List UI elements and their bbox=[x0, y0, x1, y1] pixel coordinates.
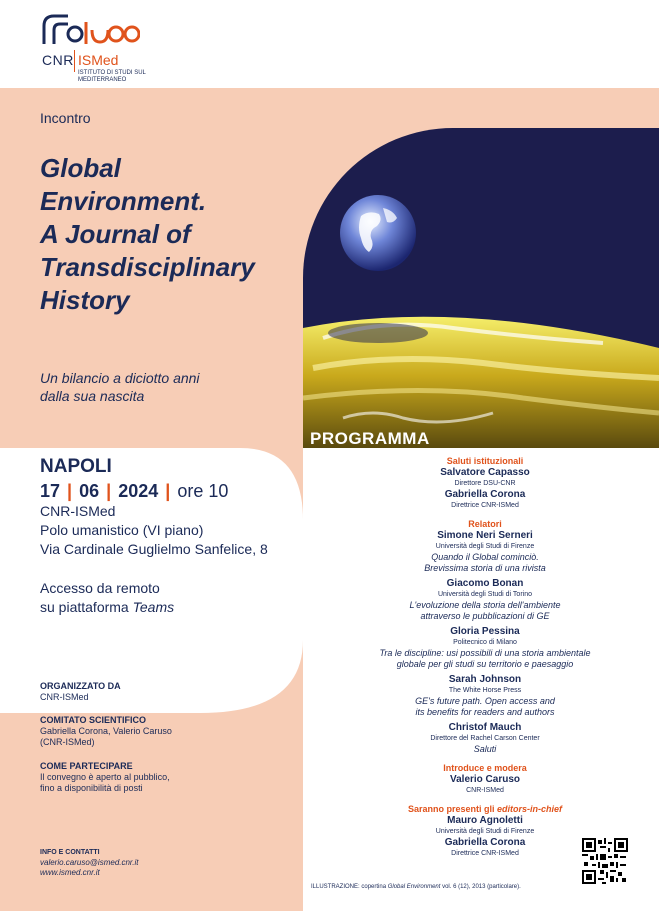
saluti-heading: Saluti istituzionali bbox=[446, 456, 524, 466]
speaker-name: Salvatore Capasso bbox=[440, 467, 530, 478]
venue-line: CNR-ISMed bbox=[40, 503, 116, 519]
talk-title: Quando il Global cominciò. bbox=[431, 552, 539, 562]
talk-title: Brevissima storia di una rivista bbox=[424, 563, 546, 573]
event-kind: Incontro bbox=[40, 110, 91, 126]
date-year: 2024 bbox=[118, 481, 159, 501]
venue-line: Via Cardinale Guglielmo Sanfelice, 8 bbox=[40, 541, 268, 557]
speaker-name: Mauro Agnoletti bbox=[447, 815, 523, 826]
organized-by bbox=[40, 681, 280, 703]
talk-title: attraverso le pubblicazioni di GE bbox=[420, 611, 550, 621]
date-separator: | bbox=[106, 481, 112, 501]
qr-code-icon[interactable] bbox=[582, 838, 628, 884]
illus-title: Global Environment bbox=[387, 884, 441, 890]
speaker-affiliation: The White Horse Press bbox=[448, 687, 522, 694]
modera-heading: Introduce e modera bbox=[443, 763, 527, 773]
speaker-affiliation: CNR-ISMed bbox=[466, 787, 504, 794]
editors-heading bbox=[340, 804, 630, 815]
illus-label: ILLUSTRAZIONE: bbox=[311, 884, 360, 890]
header bbox=[0, 0, 659, 88]
participate-value: fino a disponibilità di posti bbox=[40, 783, 143, 793]
title-line: Transdisciplinary bbox=[40, 252, 255, 282]
contacts bbox=[40, 848, 280, 878]
event-venue bbox=[40, 502, 268, 559]
remote-line-prefix: su piattaforma bbox=[40, 599, 129, 615]
talk-title: Tra le discipline: usi possibili di una storia ambientale bbox=[379, 648, 591, 658]
title-line: A Journal of bbox=[40, 219, 191, 249]
speaker-affiliation: Università degli Studi di Torino bbox=[437, 591, 533, 598]
talk-title: its benefits for readers and authors bbox=[415, 707, 555, 717]
editors-heading-em: editors-in-chief bbox=[497, 804, 563, 814]
talk-title: L'evoluzione della storia dell'ambiente bbox=[409, 600, 561, 610]
event-subtitle bbox=[40, 369, 260, 405]
illustration-credit bbox=[311, 884, 521, 890]
illus-post: vol. 6 (12), 2013 (particolare). bbox=[442, 884, 521, 890]
logo-subtitle: ISTITUTO DI STUDI SUL MEDITERRANEO bbox=[78, 70, 146, 83]
event-city: NAPOLI bbox=[40, 456, 112, 477]
event-date bbox=[40, 481, 228, 502]
logo-cnr-text: CNR bbox=[42, 52, 74, 68]
remote-access bbox=[40, 579, 174, 617]
title-line: History bbox=[40, 285, 130, 315]
speaker-affiliation: Direttore DSU-CNR bbox=[454, 480, 516, 487]
speaker-name: Christof Mauch bbox=[448, 722, 522, 733]
speaker-affiliation: Direttrice CNR-ISMed bbox=[451, 850, 519, 857]
date-separator: | bbox=[165, 481, 171, 501]
speaker-affiliation: Università degli Studi di Firenze bbox=[435, 543, 535, 550]
logo-ismed-text: ISMed bbox=[78, 52, 119, 68]
speaker-affiliation: Università degli Studi di Firenze bbox=[435, 828, 535, 835]
speaker-name: Gabriella Corona bbox=[444, 837, 526, 848]
subtitle-line: Un bilancio a diciotto anni bbox=[40, 370, 200, 386]
cnr-ismed-logo bbox=[40, 12, 190, 82]
talk-title: GE's future path. Open access and bbox=[415, 696, 555, 706]
talk-title: globale per gli studi su territorio e paesaggio bbox=[396, 659, 574, 669]
date-month: 06 bbox=[79, 481, 100, 501]
cnr-logo-icon bbox=[40, 12, 140, 52]
talk-title: Saluti bbox=[473, 744, 497, 754]
participate-heading: COME PARTECIPARE bbox=[40, 761, 133, 771]
how-to-participate bbox=[40, 761, 280, 794]
contacts-web[interactable]: www.ismed.cnr.it bbox=[40, 868, 100, 877]
venue-line: Polo umanistico (VI piano) bbox=[40, 522, 204, 538]
scientific-committee bbox=[40, 715, 280, 748]
contacts-email[interactable]: valerio.caruso@ismed.cnr.it bbox=[40, 858, 139, 867]
organized-heading: ORGANIZZATO DA bbox=[40, 681, 121, 691]
editors-heading-prefix: Saranno presenti gli bbox=[407, 804, 495, 814]
date-day: 17 bbox=[40, 481, 61, 501]
title-line: Environment. bbox=[40, 186, 207, 216]
speaker-affiliation: Politecnico di Milano bbox=[453, 639, 517, 646]
committee-value: (CNR-ISMed) bbox=[40, 737, 95, 747]
event-title bbox=[40, 152, 300, 317]
speaker-name: Giacomo Bonan bbox=[446, 578, 524, 589]
speaker-affiliation: Direttore del Rachel Carson Center bbox=[430, 735, 540, 742]
participate-value: Il convegno è aperto al pubblico, bbox=[40, 772, 170, 782]
committee-heading: COMITATO SCIENTIFICO bbox=[40, 715, 146, 725]
subtitle-line: dalla sua nascita bbox=[40, 388, 145, 404]
illus-pre: copertina bbox=[361, 884, 387, 890]
contacts-heading: INFO E CONTATTI bbox=[40, 849, 100, 856]
speaker-name: Valerio Caruso bbox=[449, 774, 521, 785]
speaker-affiliation: Direttrice CNR-ISMed bbox=[451, 502, 519, 509]
relatori-heading: Relatori bbox=[468, 519, 502, 529]
organized-value: CNR-ISMed bbox=[40, 692, 89, 702]
title-line: Global bbox=[40, 153, 121, 183]
speaker-name: Gabriella Corona bbox=[444, 489, 526, 500]
date-time: ore 10 bbox=[177, 481, 229, 501]
committee-value: Gabriella Corona, Valerio Caruso bbox=[40, 726, 172, 736]
programma-heading: PROGRAMMA bbox=[310, 429, 430, 448]
speaker-name: Simone Neri Serneri bbox=[437, 530, 533, 541]
logo-separator bbox=[74, 50, 75, 72]
speaker-name: Gloria Pessina bbox=[450, 626, 520, 637]
speaker-name: Sarah Johnson bbox=[448, 674, 522, 685]
date-separator: | bbox=[67, 481, 73, 501]
globe-illustration bbox=[303, 128, 659, 448]
remote-line: Accesso da remoto bbox=[40, 580, 160, 596]
remote-platform: Teams bbox=[132, 599, 175, 615]
program bbox=[340, 456, 630, 859]
